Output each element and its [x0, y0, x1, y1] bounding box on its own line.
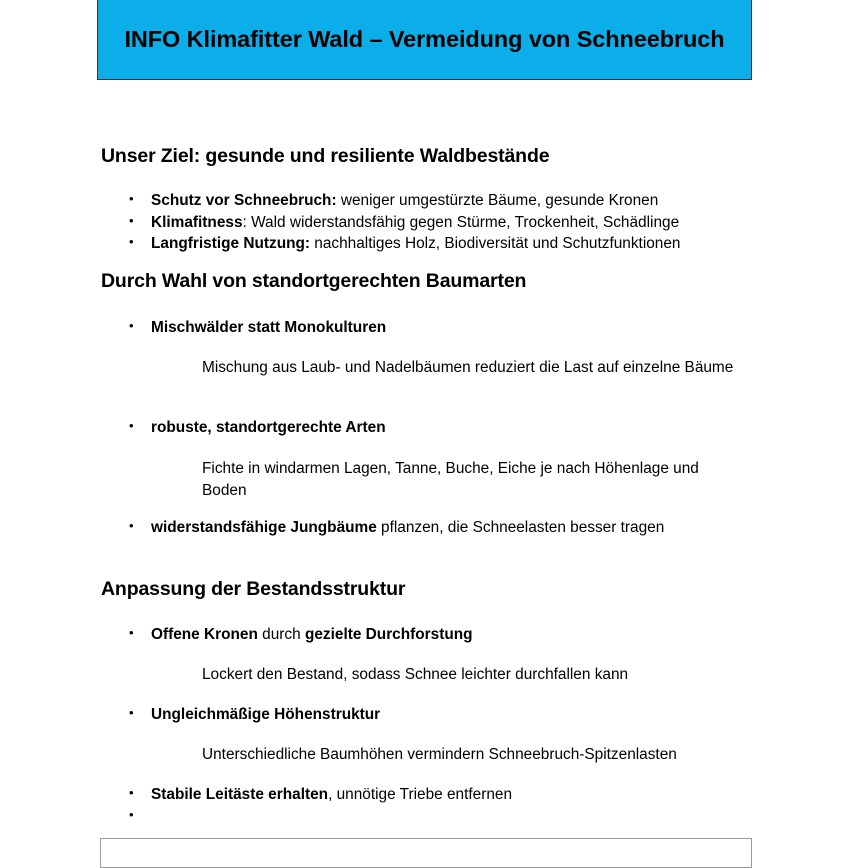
sub-note: Lockert den Bestand, sodass Schnee leichter durchfallen kann	[202, 666, 629, 683]
info-title-banner	[97, 0, 752, 80]
list-item	[129, 417, 769, 439]
list-item	[129, 212, 769, 234]
page-title: INFO Klimafitter Wald – Vermeidung von Schneebruch	[124, 26, 725, 53]
list-item	[129, 233, 769, 255]
bullet-list-leitaeste	[129, 784, 769, 806]
section-heading-ziel: Unser Ziel: gesunde und resiliente Waldbestände	[101, 145, 550, 167]
list-item-bold: Langfristige Nutzung:	[151, 235, 311, 253]
list-item-text: durch	[257, 626, 305, 643]
bullet-list-arten	[129, 417, 769, 439]
list-item-text: pflanzen, die Schneelasten besser tragen	[376, 519, 665, 536]
list-item-bold: widerstandsfähige Jungbäume	[151, 519, 377, 536]
bullet-list-ziel	[129, 190, 769, 255]
list-item-bold: Schutz vor Schneebruch:	[151, 192, 337, 209]
list-item-text: weniger umgestürzte Bäume, gesunde Kronen	[336, 192, 659, 209]
list-item-bold: Klimafitness	[151, 213, 243, 231]
list-item-bold: Ungleichmäßige Höhenstruktur	[151, 706, 381, 723]
list-item-bold: Offene Kronen	[151, 626, 258, 643]
list-item-bold: Mischwälder statt Monokulturen	[151, 319, 387, 336]
list-item-bold-2: gezielte Durchforstung	[304, 626, 473, 643]
section-heading-bestandsstruktur: Anpassung der Bestandsstruktur	[101, 578, 406, 600]
list-item-bold: robuste, standortgerechte Arten	[151, 419, 386, 436]
sub-note: Unterschiedliche Baumhöhen vermindern Schneebruch-Spitzenlasten	[202, 746, 677, 763]
sub-note: Fichte in windarmen Lagen, Tanne, Buche, Eiche je nach Höhenlage und Boden	[202, 460, 699, 499]
list-item	[129, 517, 769, 539]
sub-note: Mischung aus Laub- und Nadelbäumen reduziert die Last auf einzelne Bäume	[202, 359, 734, 376]
bottom-framed-box	[100, 838, 752, 868]
bullet-list-kronen	[129, 624, 769, 646]
list-item	[129, 317, 769, 339]
bullet-list-jungbaeume	[129, 517, 769, 539]
list-item-bold: Stabile Leitäste erhalten	[151, 786, 329, 803]
bullet-list-baumarten	[129, 317, 769, 339]
list-item-text: nachhaltiges Holz, Biodiversität und Schutzfunktionen	[310, 235, 681, 253]
bullet-list-hoehenstruktur	[129, 704, 769, 726]
section-heading-baumarten: Durch Wahl von standortgerechten Baumarten	[101, 270, 527, 292]
list-item	[129, 704, 769, 726]
list-item-text: , unnötige Triebe entfernen	[328, 786, 513, 803]
list-item	[129, 190, 769, 212]
list-item	[129, 784, 769, 806]
list-item-text: : Wald widerstandsfähig gegen Stürme, Trockenheit, Schädlinge	[242, 213, 680, 231]
list-item	[129, 624, 769, 646]
